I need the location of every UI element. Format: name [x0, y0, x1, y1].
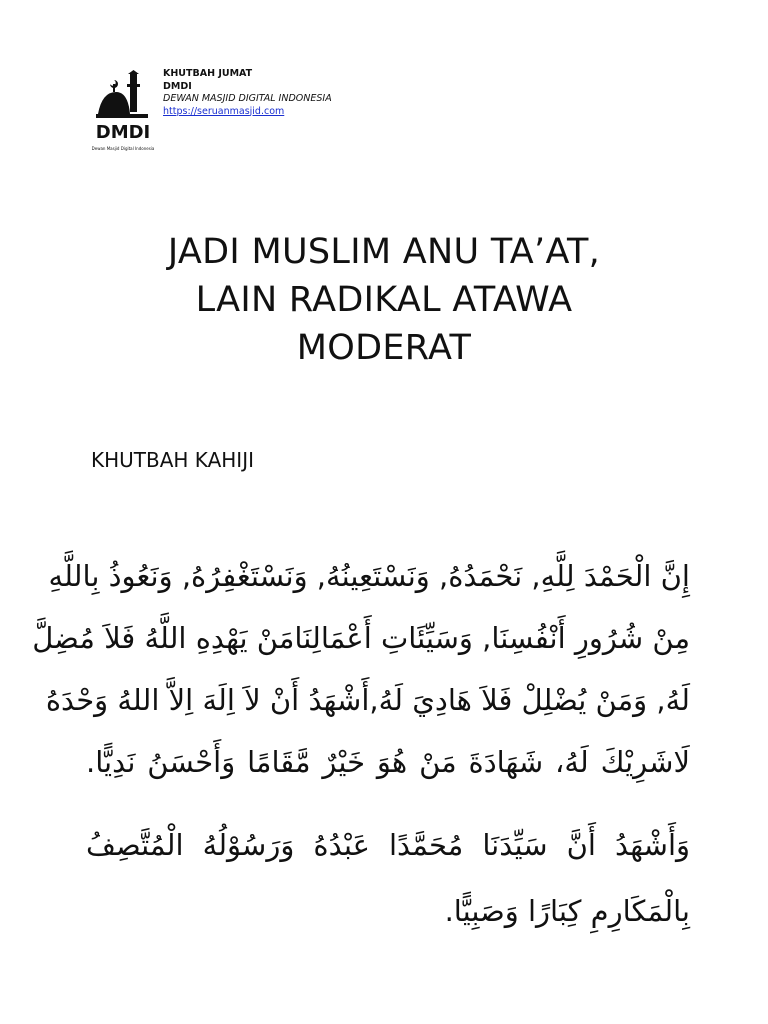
section-heading: KHUTBAH KAHIJI: [91, 448, 254, 472]
arabic-paragraph-1: [32, 545, 690, 793]
header-line-3: DEWAN MASJID DIGITAL INDONESIA: [163, 93, 332, 104]
header-line-1: KHUTBAH JUMAT: [163, 68, 253, 79]
arabic-paragraph-2: [86, 812, 690, 944]
dmdi-logo: [92, 70, 154, 156]
header-block: [163, 68, 332, 118]
title-line-1: JADI MUSLIM ANU TA’AT,: [167, 232, 601, 272]
website-link[interactable]: https://seruanmasjid.com: [163, 105, 285, 117]
arabic-line: لَهُ, وَمَنْ يُضْلِلْ فَلاَ هَادِيَ لَهُ,أَشْهَدُ أَنْ لاَ اِلَهَ اِلاَّ اللهُ وَحْدَهُ: [45, 683, 690, 717]
arabic-line: مِنْ شُرُورِ أَنْفُسِنَا, وَسَيِّئَاتِ أَعْمَالِنَامَنْ يَهْدِهِ اللَّهُ فَلاَ مُضِلَّ: [32, 621, 690, 655]
logo-text: DMDI: [95, 122, 151, 143]
arabic-line: وَأَشْهَدُ أَنَّ سَيِّدَنَا مُحَمَّدًا عَبْدُهُ وَرَسُوْلُهُ الْمُتَّصِفُ: [86, 828, 690, 862]
logo-subtext: Dewan Masjid Digital Indonesia: [92, 146, 154, 151]
header-line-2: DMDI: [163, 80, 192, 92]
arabic-line: بِالْمَكَارِمِ كِبَارًا وَصَبِيًّا.: [444, 894, 690, 928]
page-title: [60, 228, 708, 372]
title-line-3: MODERAT: [296, 328, 472, 368]
arabic-line: إِنَّ الْحَمْدَ لِلَّهِ, نَحْمَدُهُ, وَنَسْتَعِينُهُ, وَنَسْتَغْفِرُهُ, وَنَعُوذُ بِاللَّهِ: [48, 559, 690, 593]
arabic-line: لَاشَرِيْكَ لَهُ، شَهَادَةَ مَنْ هُوَ خَيْرٌ مَّقَامًا وَأَحْسَنُ نَدِيًّا.: [86, 745, 690, 779]
title-line-2: LAIN RADIKAL ATAWA: [195, 280, 573, 320]
